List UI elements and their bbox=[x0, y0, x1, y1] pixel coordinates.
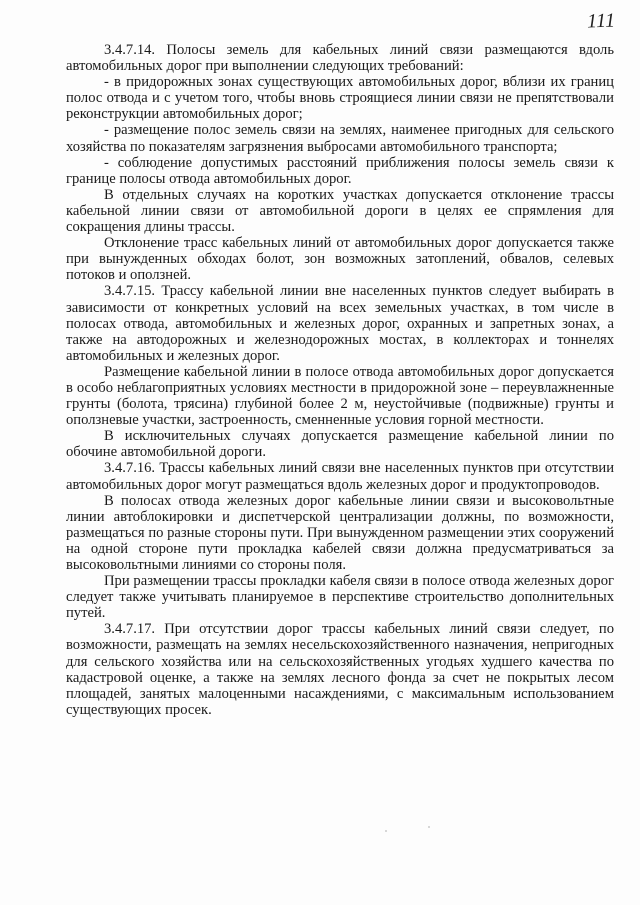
paragraph-additional-tracks: При размещении трассы прокладки кабеля связи в полосе отвода железных дорог следует также учитывать планируемое в перспективе строительство дополнительных путей. bbox=[66, 573, 614, 622]
paragraph-requirement-least-suitable-lands: - размещение полос земель связи на землях, наименее пригодных для сельского хозяйства по показателям загрязнения выбросами автомобильного транспорта; bbox=[66, 122, 614, 155]
page-number: 111 bbox=[587, 9, 617, 33]
scan-speck bbox=[385, 830, 387, 832]
scan-speck bbox=[428, 826, 430, 828]
paragraph-road-shoulder: В исключительных случаях допускается размещение кабельной линии по обочине автомобильной дороги. bbox=[66, 428, 614, 461]
paragraph-3-4-7-14: 3.4.7.14. Полосы земель для кабельных линий связи размещаются вдоль автомобильных дорог при выполнении следующих требований: bbox=[66, 42, 614, 75]
paragraph-3-4-7-17: 3.4.7.17. При отсутствии дорог трассы кабельных линий связи следует, по возможности, размещать на землях несельскохозяйственного назначения, непригодных для сельского хозяйства или на сельскохозяйственных угодьях худшего качества по кадастровой оценке, а также на землях лесного фонда за счет не покрытых лесом площадей, занятых малоценными насаждениями, с максимальным использованием существующих просек. bbox=[66, 621, 614, 718]
paragraph-right-of-way-placement: Размещение кабельной линии в полосе отвода автомобильных дорог допускается в особо неблагоприятных условиях местности в придорожной зоне – переувлажненные грунты (болота, трясина) глубиной более 2 м, неустойчивые (подвижные) грунты и оползневые участки, застроенность, сменненные условия горной местности. bbox=[66, 363, 614, 429]
paragraph-short-sections-deviation: В отдельных случаях на коротких участках допускается отклонение трассы кабельной линии связи от автомобильной дороги в целях ее спрямления для сокращения длины трассы. bbox=[66, 186, 614, 236]
paragraph-requirement-roadside-zones: - в придорожных зонах существующих автомобильных дорог, вблизи их границ полос отвода и с учетом того, чтобы вновь строящиеся линии связи не препятствовали реконструкции автомобильных дорог; bbox=[66, 74, 614, 123]
document-text-body bbox=[66, 42, 614, 718]
paragraph-railway-right-of-way: В полосах отвода железных дорог кабельные линии связи и высоковольтные линии автоблокировки и диспетчерской централизации должны, по возможности, размещаться по разные стороны пути. При вынужденном размещении этих сооружений на одной стороне пути прокладка кабелей связи должна предусматриваться за высоковольтными линиями со стороны поля. bbox=[66, 492, 614, 573]
paragraph-requirement-distances: - соблюдение допустимых расстояний приближения полосы земель связи к границе полосы отвода автомобильных дорог. bbox=[66, 154, 614, 187]
paragraph-3-4-7-15: 3.4.7.15. Трассу кабельной линии вне населенных пунктов следует выбирать в зависимости от конкретных условий на всех земельных участках, в том числе в полосах отвода, автомобильных и железных дорог, охранных и запретных зонах, а также на автодорожных и железнодорожных мостах, в коллекторах и тоннелях автомобильных и железных дорог. bbox=[66, 283, 614, 364]
paragraph-3-4-7-16: 3.4.7.16. Трассы кабельных линий связи вне населенных пунктов при отсутствии автомобильных дорог могут размещаться вдоль железных дорог и продуктопроводов. bbox=[66, 460, 614, 493]
paragraph-forced-detours: Отклонение трасс кабельных линий от автомобильных дорог допускается также при вынужденных обходах болот, зон возможных затоплений, обвалов, селевых потоков и оползней. bbox=[66, 235, 614, 284]
